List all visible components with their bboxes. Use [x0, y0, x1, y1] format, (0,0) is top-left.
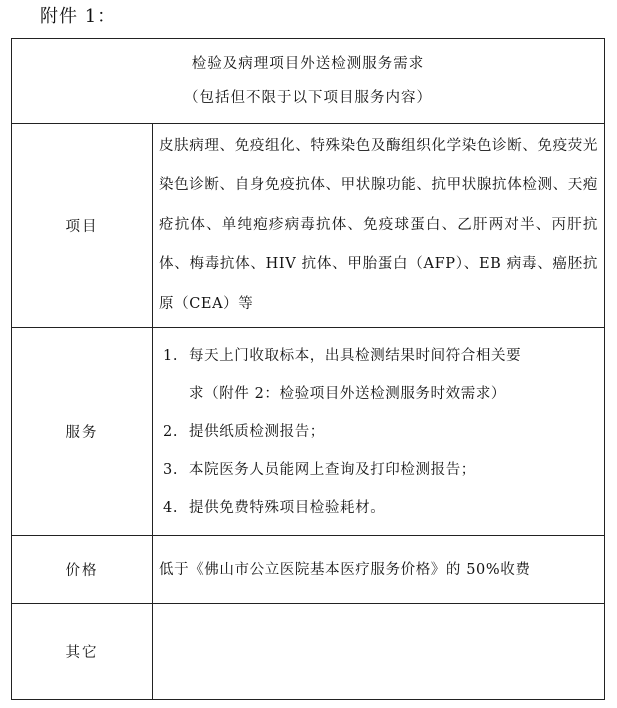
service-item-text: 本院医务人员能网上查询及打印检测报告； — [189, 461, 476, 478]
service-item-4 — [159, 489, 598, 527]
service-item-2 — [159, 413, 598, 451]
service-label: 服务 — [12, 328, 153, 536]
service-item-text: 提供纸质检测报告； — [189, 423, 325, 440]
table-title-cell — [12, 39, 605, 124]
service-item-text: 每天上门收取标本，出具检测结果时间符合相关要 — [189, 347, 522, 364]
service-list — [159, 337, 598, 527]
table-row-service — [12, 328, 605, 536]
other-content — [153, 604, 605, 700]
table-row-other — [12, 604, 605, 700]
price-label: 价格 — [12, 536, 153, 604]
service-item-number: 3. — [163, 461, 179, 478]
service-item-3 — [159, 451, 598, 489]
price-content-cell — [153, 536, 605, 604]
service-item-number: 1. — [163, 347, 179, 364]
service-item-number: 4. — [163, 499, 179, 516]
project-content: 皮肤病理、免疫组化、特殊染色及酶组织化学染色诊断、免疫荧光染色诊断、自身免疫抗体、甲状腺功能、抗甲状腺抗体检测、天疱疮抗体、单纯疱疹病毒抗体、免疫球蛋白、乙肝两对半、丙肝抗体、梅毒抗体、HIV 抗体、甲胎蛋白（AFP）、EB 病毒、癌胚抗原（CEA）等 — [159, 137, 598, 312]
attachment-label: 附件 1： — [40, 6, 117, 27]
service-item-text: 提供免费特殊项目检验耗材。 — [189, 499, 386, 516]
table-title: 检验及病理项目外送检测服务需求 — [191, 56, 425, 72]
requirements-table — [11, 38, 605, 700]
service-item-1 — [159, 337, 598, 413]
project-content-cell — [153, 124, 605, 328]
service-item-continuation: 求（附件 2：检验项目外送检测服务时效需求） — [189, 385, 507, 402]
project-label: 项目 — [12, 124, 153, 328]
table-row-project — [12, 124, 605, 328]
table-row-price — [12, 536, 605, 604]
table-subtitle: （包括但不限于以下项目服务内容） — [184, 90, 432, 106]
service-content-cell — [153, 328, 605, 536]
price-content: 低于《佛山市公立医院基本医疗服务价格》的 50%收费 — [159, 561, 531, 578]
service-item-number: 2. — [163, 423, 179, 440]
table-title-row — [12, 39, 605, 124]
other-label: 其它 — [12, 604, 153, 700]
